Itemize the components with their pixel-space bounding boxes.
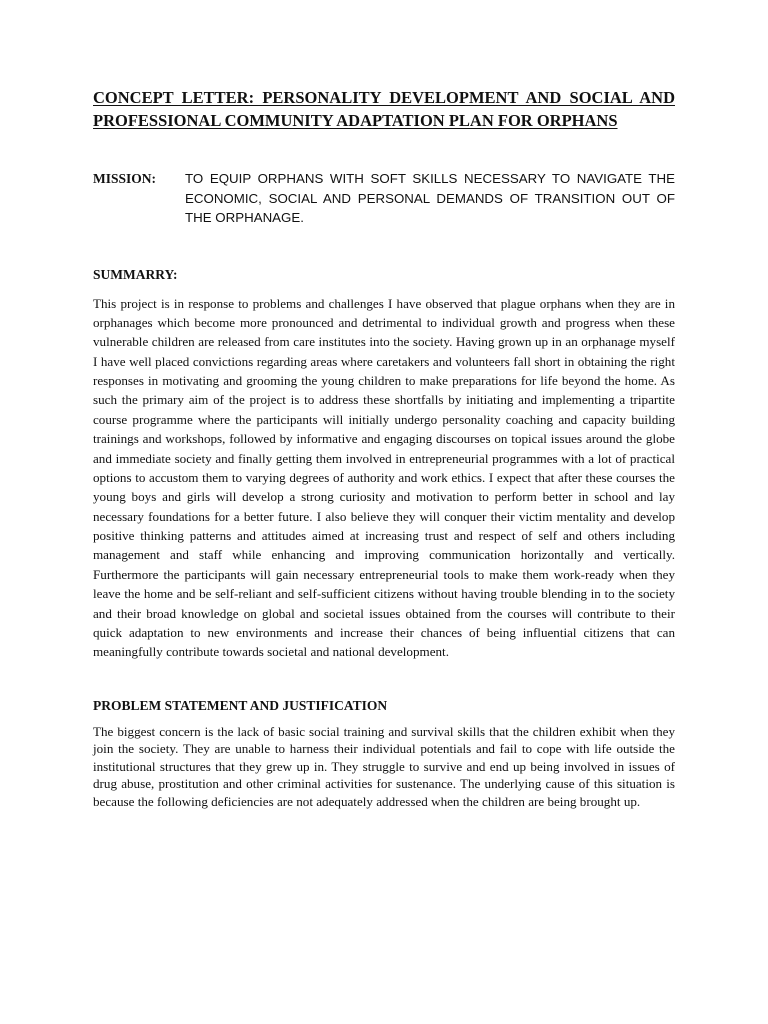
problem-statement-heading: PROBLEM STATEMENT AND JUSTIFICATION <box>93 697 388 713</box>
document-page <box>93 86 675 811</box>
document-title: CONCEPT LETTER: PERSONALITY DEVELOPMENT AND SOCIAL AND PROFESSIONAL COMMUNITY ADAPTATION PLAN FOR ORPHANS <box>93 88 675 130</box>
summary-heading: SUMMARRY: <box>93 266 178 282</box>
mission-label: MISSION: <box>93 171 157 186</box>
problem-statement-paragraph: The biggest concern is the lack of basic social training and survival skills that the children exhibit when they join the society. They are unable to harness their individual potentials and fail to cope with life outside the institutional structures that they grew up in. They struggle to survive and end up being involved in issues of drug abuse, prostitution and other criminal activities for sustenance. The underlying cause of this situation is because the following deficiencies are not adequately addressed when the children are being brought up. <box>93 723 675 809</box>
mission-text: TO EQUIP ORPHANS WITH SOFT SKILLS NECESSARY TO NAVIGATE THE ECONOMIC, SOCIAL AND PERSONAL DEMANDS OF TRANSITION OUT OF THE ORPHANAGE. <box>185 171 675 225</box>
mission-block <box>93 169 675 228</box>
summary-paragraph: This project is in response to problems and challenges I have observed that plague orphans when they are in orphanages which become more pronounced and detrimental to individual growth and progress when these vulnerable children are released from care institutes into the society. Having grown up in an orphanage myself I have well placed convictions regarding areas where caretakers and volunteers fall short in obtaining the right responses in motivating and grooming the young children to make preparations for life beyond the home. As such the primary aim of the project is to address these shortfalls by initiating and implementing a tripartite course programme where the participants will initially undergo personality coaching and capacity building trainings and workshops, followed by informative and engaging discourses on topical issues around the globe and immediate society and finally getting them involved in entrepreneurial programmes with a lot of practical options to accustom them to varying degrees of authority and work ethics. I expect that after these courses the young boys and girls will develop a strong curiosity and motivation to perform better in school and lay necessary foundations for a better future. I also believe they will conquer their victim mentality and develop positive thinking patterns and attitudes aimed at increasing trust and respect of self and others including management and staff while enhancing and improving communication horizontally and vertically. Furthermore the participants will gain necessary entrepreneurial tools to make them work-ready when they leave the home and be self-reliant and self-sufficient citizens without having trouble blending in to the society and their broad knowledge on global and societal issues obtained from the courses will contribute to their quick adaptation to new environments and increase their chances of being influential citizens that can meaningfully contribute towards societal and national development. <box>93 295 675 660</box>
